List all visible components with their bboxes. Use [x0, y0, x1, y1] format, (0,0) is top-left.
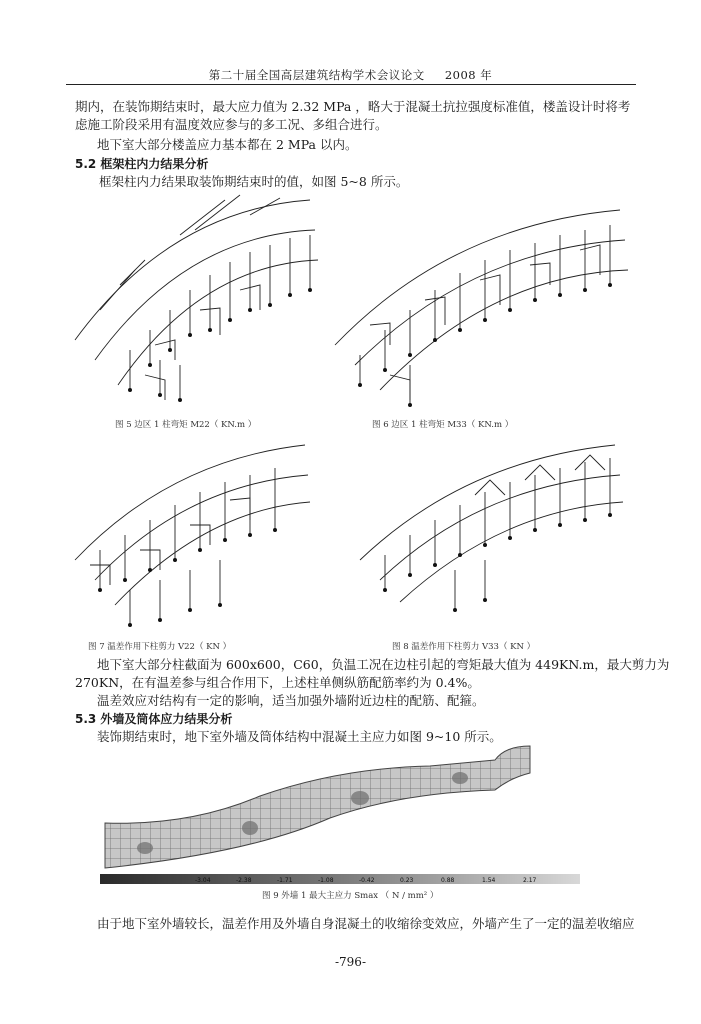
figure-7-diagram: [70, 440, 310, 635]
paragraph-1-line-1: 期内，在装饰期结束时，最大应力值为 2.32 MPa ，略大于混凝土抗拉强度标准值，楼盖设计时将考: [75, 99, 631, 114]
fig9-scale-label: 1.54: [482, 877, 496, 884]
figure-6-diagram: [330, 205, 630, 415]
figure-8-caption: 图 8 温差作用下柱剪力 V33（ KN ）: [392, 642, 536, 652]
figure-7-caption: 图 7 温差作用下柱剪力 V22（ KN ）: [88, 642, 232, 652]
section-5-2-title: 5.2 框架柱内力结果分析: [75, 157, 209, 171]
header-conference: 第二十届全国高层建筑结构学术会议论文: [208, 68, 425, 82]
fig9-scale-label: -0.42: [359, 877, 375, 884]
section-5-3-title: 5.3 外墙及筒体应力结果分析: [75, 712, 233, 726]
figure-8-diagram: [355, 440, 625, 625]
figure-6-caption: 图 6 边区 1 柱弯矩 M33（ KN.m ）: [372, 420, 514, 430]
running-header: [0, 67, 701, 83]
last-paragraph-line: 由于地下室外墙较长，温差作用及外墙自身混凝土的收缩徐变效应，外墙产生了一定的温差收缩应: [97, 916, 635, 931]
figure-9-caption: 图 9 外墙 1 最大主应力 Smax （ N / mm² ）: [262, 891, 439, 901]
paragraph-4: 温差效应对结构有一定的影响，适当加强外墙附近边柱的配筋、配箍。: [97, 693, 485, 708]
figure-9-wall-stress: [100, 738, 580, 888]
section-5-3-intro: 装饰期结束时，地下室外墙及筒体结构中混凝土主应力如图 9~10 所示。: [97, 729, 502, 744]
figure-5-diagram: [60, 190, 320, 415]
page-number: -796-: [334, 955, 366, 969]
paragraph-1-line-2: 虑施工阶段采用有温度效应参与的多工况、多组合进行。: [75, 117, 388, 132]
fig9-scale-label: -2.38: [236, 877, 252, 884]
fig9-scale-label: -1.08: [318, 877, 334, 884]
paragraph-2: 地下室大部分楼盖应力基本都在 2 MPa 以内。: [97, 137, 358, 152]
fig9-scale-label: -3.04: [195, 877, 211, 884]
figure-5-caption: 图 5 边区 1 柱弯矩 M22（ KN.m ）: [115, 420, 257, 430]
fig9-scale-label: 0.23: [400, 877, 414, 884]
paragraph-3-line-2: 270KN，在有温差参与组合作用下，上述柱单侧纵筋配筋率约为 0.4%。: [75, 675, 480, 690]
fig9-scale-label: 2.17: [523, 877, 537, 884]
fig9-scale-label: 0.88: [441, 877, 455, 884]
fig9-scale-label: -1.71: [277, 877, 293, 884]
paragraph-3-line-1: 地下室大部分柱截面为 600x600，C60，负温工况在边柱引起的弯矩最大值为 449KN.m，最大剪力为: [97, 657, 670, 672]
section-5-2-intro: 框架柱内力结果取装饰期结束时的值，如图 5~8 所示。: [99, 174, 409, 189]
header-year: 2008 年: [444, 68, 493, 82]
header-rule: [66, 84, 636, 85]
